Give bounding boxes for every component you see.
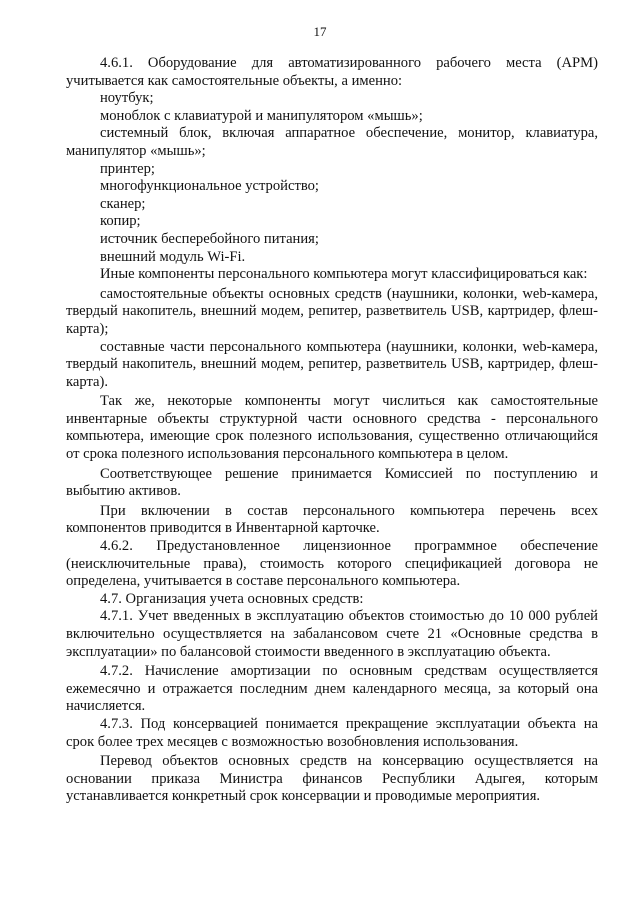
- paragraph-4-7: 4.7. Организация учета основных средств:: [100, 590, 364, 607]
- paragraph-4-7-1: 4.7.1. Учет введенных в эксплуатацию объектов стоимостью до 10 000 рублей включительно осуществляется на забалансовом счете 21 «Основные средства в эксплуатации» по балансовой стоимости введенного в эксплуатацию объекта.: [66, 608, 598, 660]
- paragraph-inventory-objects: Так же, некоторые компоненты могут числиться как самостоятельные инвентарные объекты структурной части основного средства - персонального компьютера, имеющие срок полезного использования, существенно отличающийся от срока полезного использования персонального компьютера в целом.: [66, 393, 598, 463]
- document-body: [66, 55, 598, 806]
- paragraph-component-parts: составные части персонального компьютера (наушники, колонки, web-камера, твердый накопитель, внешний модем, репитер, разветвитель USB, картридер, флеш-карта).: [66, 338, 598, 390]
- list-item-scanner: сканер;: [100, 195, 146, 212]
- paragraph-other-components: Иные компоненты персонального компьютера могут классифицироваться как:: [100, 266, 588, 283]
- paragraph-inventory-card: При включении в состав персонального компьютера перечень всех компонентов приводится в Инвентарной карточке.: [66, 502, 598, 537]
- list-item-mfu: многофункциональное устройство;: [100, 178, 319, 195]
- paragraph-standalone-objects: самостоятельные объекты основных средств (наушники, колонки, web-камера, твердый накопитель, внешний модем, репитер, разветвитель USB, картридер, флеш-карта);: [66, 285, 598, 337]
- list-item-printer: принтер;: [100, 160, 155, 177]
- paragraph-conservation-order: Перевод объектов основных средств на консервацию осуществляется на основании приказа Министра финансов Республики Адыгея, которым устанавливается конкретный срок консервации и проводимые мероприятия.: [66, 753, 598, 805]
- list-item-copier: копир;: [100, 213, 141, 230]
- paragraph-4-6-2: 4.6.2. Предустановленное лицензионное программное обеспечение (неисключительные права), стоимость которого спецификацией договора не определена, учитывается в составе персонального компьютера.: [66, 538, 598, 590]
- list-item-laptop: ноутбук;: [100, 90, 154, 107]
- list-item-ups: источник бесперебойного питания;: [100, 230, 319, 247]
- paragraph-4-7-3: 4.7.3. Под консервацией понимается прекращение эксплуатации объекта на срок более трех месяцев с возможностью возобновления использования.: [66, 715, 598, 750]
- paragraph-4-6-1: 4.6.1. Оборудование для автоматизированного рабочего места (АРМ) учитывается как самостоятельные объекты, а именно:: [66, 55, 598, 89]
- list-item-monoblock: моноблок с клавиатурой и манипулятором «мышь»;: [100, 107, 423, 124]
- paragraph-commission-decision: Соответствующее решение принимается Комиссией по поступлению и выбытию активов.: [66, 465, 598, 500]
- list-item-system-unit: системный блок, включая аппаратное обеспечение, монитор, клавиатура, манипулятор «мышь»;: [66, 125, 598, 159]
- list-item-wifi-module: внешний модуль Wi-Fi.: [100, 248, 246, 265]
- page-number: 17: [313, 24, 327, 39]
- paragraph-4-7-2: 4.7.2. Начисление амортизации по основным средствам осуществляется ежемесячно и отражается последним днем календарного месяца, за который она начисляется.: [66, 663, 598, 715]
